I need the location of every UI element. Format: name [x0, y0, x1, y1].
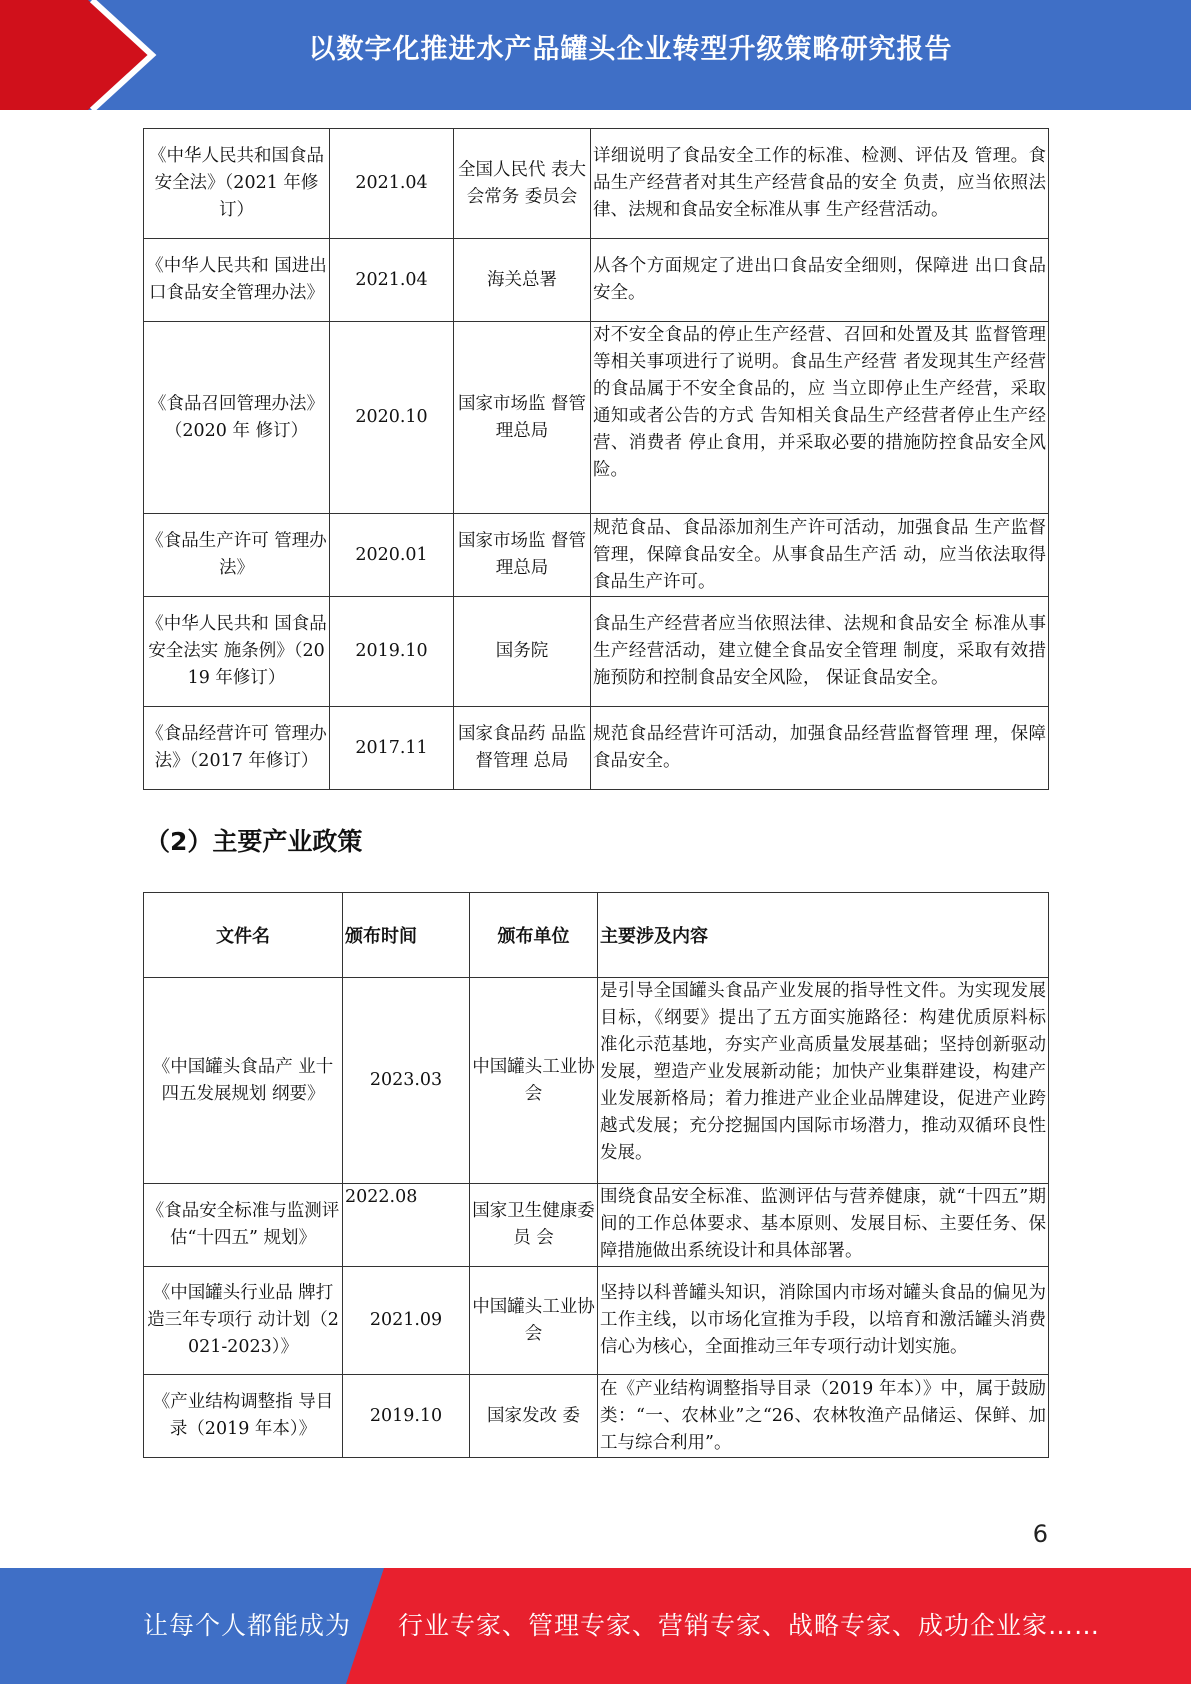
table-row — [144, 1267, 1049, 1375]
doc-name: 《中华人民共和 国食品安全法实 施条例》（2019 年修订） — [144, 597, 330, 707]
footer-slogan-left: 让每个人都能成为 — [143, 1611, 352, 1640]
doc-issuer: 国家发改 委 — [470, 1375, 598, 1458]
doc-name: 《食品安全标准与监测评估“十四五” 规划》 — [144, 1184, 343, 1267]
doc-content: 食品生产经营者应当依照法律、法规和食品安全 标准从事生产经营活动，建立健全食品安全管理 制度，采取有效措施预防和控制食品安全风险， 保证食品安全。 — [591, 597, 1049, 707]
doc-content: 坚持以科普罐头知识，消除国内市场对罐头食品的偏见为工作主线，以市场化宣推为手段，以培育和激活罐头消费信心为核心，全面推动三年专项行动计划实施。 — [598, 1267, 1049, 1375]
doc-content: 对不安全食品的停止生产经营、召回和处置及其 监督管理等相关事项进行了说明。食品生产经营 者发现其生产经营的食品属于不安全食品的，应 当立即停止生产经营，采取通知或者公告的方式 告知相关食品生产经营者停止生产经营、消费者 停止食用，并采取必要的措施防控食品安全风 险。 — [591, 322, 1049, 514]
industry-policy-table — [143, 892, 1049, 1458]
table-row — [144, 239, 1049, 322]
page-number: 6 — [1032, 1520, 1048, 1548]
doc-date: 2023.03 — [343, 978, 470, 1184]
doc-content-text: 围绕食品安全标准、监测评估与营养健康，就“十四五”期间的工作总体要求、基本原则、发展目标、主要任务、保障措施做出系统设计和具体部署。 — [600, 1187, 1046, 1261]
doc-name: 《产业结构调整指 导目录（2019 年本）》 — [144, 1375, 343, 1458]
table-row — [144, 707, 1049, 790]
col-header-content: 主要涉及内容 — [598, 893, 1049, 978]
page-footer — [0, 1568, 1191, 1684]
doc-date: 2021.09 — [343, 1267, 470, 1375]
doc-name: 《食品经营许可 管理办法》（2017 年修订） — [144, 707, 330, 790]
table-row — [144, 1184, 1049, 1267]
doc-content: 详细说明了食品安全工作的标准、检测、评估及 管理。食品生产经营者对其生产经营食品的安全 负责，应当依照法律、法规和食品安全标准从事 生产经营活动。 — [591, 129, 1049, 239]
doc-name: 《中华人民共和国食品安全法》（2021 年修订） — [144, 129, 330, 239]
doc-issuer: 国家市场监 督管理总局 — [454, 322, 591, 514]
table-row — [144, 597, 1049, 707]
doc-date: 2019.10 — [330, 597, 454, 707]
table-row — [144, 129, 1049, 239]
doc-date: 2020.10 — [330, 322, 454, 514]
doc-name: 《食品召回管理办法》（2020 年 修订） — [144, 322, 330, 514]
doc-date: 2017.11 — [330, 707, 454, 790]
doc-issuer: 国家市场监 督管理总局 — [454, 514, 591, 597]
table-header-row — [144, 893, 1049, 978]
doc-name: 《食品生产许可 管理办法》 — [144, 514, 330, 597]
doc-content — [598, 978, 1049, 1184]
table-row — [144, 322, 1049, 514]
doc-date: 2020.01 — [330, 514, 454, 597]
doc-content: 从各个方面规定了进出口食品安全细则，保障进 出口食品安全。 — [591, 239, 1049, 322]
doc-content: 规范食品、食品添加剂生产许可活动，加强食品 生产监督管理，保障食品安全。从事食品生产活 动，应当依法取得食品生产许可。 — [591, 514, 1049, 597]
doc-name: 《中华人民共和 国进出口食品安全管理办法》 — [144, 239, 330, 322]
table-row — [144, 1375, 1049, 1458]
table-row — [144, 514, 1049, 597]
doc-date: 2021.04 — [330, 239, 454, 322]
section-heading: （2）主要产业政策 — [145, 827, 363, 856]
col-header-date: 颁布时间 — [343, 893, 470, 978]
doc-issuer: 中国罐头工业协会 — [470, 1267, 598, 1375]
doc-issuer: 全国人民代 表大会常务 委员会 — [454, 129, 591, 239]
doc-date: 2021.04 — [330, 129, 454, 239]
doc-content: 在《产业结构调整指导目录（2019 年本）》中，属于鼓励类：“一、农林业”之“26、农林牧渔产品储运、保鲜、加工与综合利用”。 — [598, 1375, 1049, 1458]
table-row — [144, 978, 1049, 1184]
doc-issuer: 国家卫生健康委员 会 — [470, 1184, 598, 1267]
doc-issuer: 国务院 — [454, 597, 591, 707]
doc-issuer: 中国罐头工业协会 — [470, 978, 598, 1184]
footer-slogan-right: 行业专家、管理专家、营销专家、战略专家、成功企业家…… — [398, 1611, 1101, 1640]
doc-issuer: 国家食品药 品监督管理 总局 — [454, 707, 591, 790]
doc-name: 《中国罐头食品产 业十四五发展规划 纲要》 — [144, 978, 343, 1184]
doc-date: 2019.10 — [343, 1375, 470, 1458]
doc-content: 规范食品经营许可活动，加强食品经营监督管理 理，保障食品安全。 — [591, 707, 1049, 790]
doc-issuer: 海关总署 — [454, 239, 591, 322]
regulation-table — [143, 128, 1049, 790]
doc-content-text: 是引导全国罐头食品产业发展的指导性文件。为实现发展目标，《纲要》提出了五方面实施路径：构建优质原料标准化示范基地，夯实产业高质量发展基础；坚持创新驱动发展，塑造产业发展新动能；加快产业集群建设，构建产业发展新格局；着力推进产业企业品牌建设，促进产业跨越式发展；充分挖掘国内国际市场潜力，推动双循环良性发展。 — [600, 981, 1046, 1163]
doc-name: 《中国罐头行业品 牌打造三年专项行 动计划（2021-2023）》 — [144, 1267, 343, 1375]
report-title: 以数字化推进水产品罐头企业转型升级策略研究报告 — [308, 34, 953, 65]
col-header-name: 文件名 — [144, 893, 343, 978]
col-header-issuer: 颁布单位 — [470, 893, 598, 978]
page-header — [0, 0, 1191, 110]
doc-date: 2022.08 — [343, 1184, 470, 1267]
doc-content — [598, 1184, 1049, 1267]
